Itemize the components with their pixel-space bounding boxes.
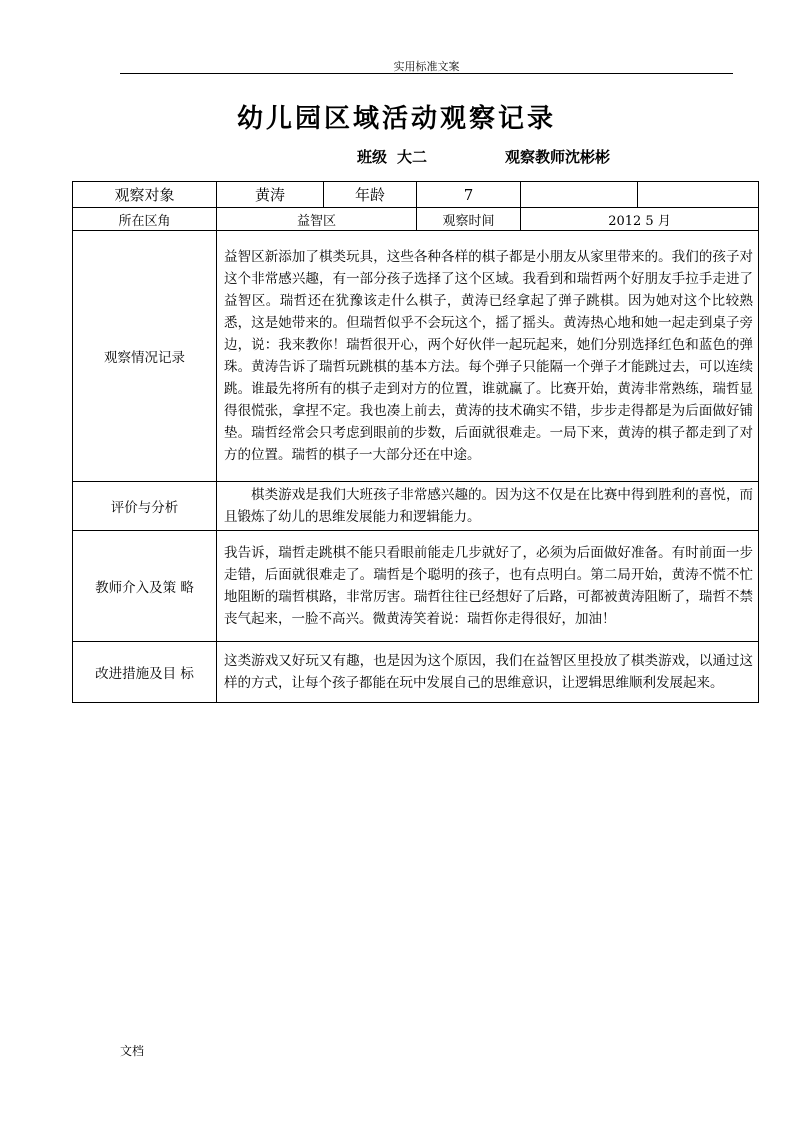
- page-header: 实用标准文案: [393, 60, 460, 73]
- improve-text: 这类游戏又好玩又有趣，也是因为这个原因，我们在益智区里投放了棋类游戏，以通过这样的方式，让每个孩子都能在玩中发展自己的思维意识，让逻辑思维顺利发展起来。: [217, 642, 759, 703]
- strategy-label: 教师介入及策 略: [73, 531, 217, 642]
- class-info: [357, 146, 427, 167]
- age-value: 7: [417, 182, 521, 208]
- table-row: [73, 182, 759, 208]
- time-label: 观察时间: [417, 208, 521, 231]
- class-label: 班级: [357, 148, 388, 166]
- object-label: 观察对象: [73, 182, 217, 208]
- record-text: 益智区新添加了棋类玩具，这些各种各样的棋子都是小朋友从家里带来的。我们的孩子对这个非常感兴趣，有一部分孩子选择了这个区域。我看到和瑞哲两个好朋友手拉手走进了益智区。瑞哲还在犹豫该走什么棋子，黄涛已经拿起了弹子跳棋。因为她对这个比较熟悉，这是她带来的。但瑞哲似乎不会玩这个，摇了摇头。黄涛热心地和她一起走到桌子旁边，说：我来教你！瑞哲很开心，两个好伙伴一起玩起来，她们分别选择红色和蓝色的弹珠。黄涛告诉了瑞哲玩跳棋的基本方法。每个弹子只能隔一个弹子才能跳过去，可以连续跳。谁最先将所有的棋子走到对方的位置，谁就赢了。比赛开始，黄涛非常熟练，瑞哲显得很慌张，拿捏不定。我也凑上前去，黄涛的技术确实不错，步步走得都是为后面做好铺垫。瑞哲经常会只考虑到眼前的步数，后面就很难走。一局下来，黄涛的棋子都走到了对方的位置。瑞哲的棋子一大部分还在中途。: [217, 231, 759, 482]
- table-row: [73, 231, 759, 482]
- class-value: 大二: [397, 148, 428, 166]
- record-label: 观察情况记录: [73, 231, 217, 482]
- table-row: [73, 642, 759, 703]
- object-value: 黄涛: [217, 182, 324, 208]
- document-title: 幼儿园区域活动观察记录: [236, 104, 556, 134]
- teacher-info: [505, 146, 610, 167]
- area-value: 益智区: [217, 208, 417, 231]
- table-row: [73, 208, 759, 231]
- empty-cell: [638, 182, 759, 208]
- table-row: [73, 482, 759, 531]
- eval-text: 棋类游戏是我们大班孩子非常感兴趣的。因为这不仅是在比赛中得到胜利的喜悦，而且锻炼了幼儿的思维发展能力和逻辑能力。: [217, 482, 759, 531]
- teacher-label: 观察教师: [505, 148, 566, 166]
- area-label: 所在区角: [73, 208, 217, 231]
- page-footer: 文档: [120, 1044, 145, 1058]
- time-value: 2012 5 月: [521, 208, 759, 231]
- observation-table: [72, 181, 759, 703]
- age-label: 年龄: [324, 182, 417, 208]
- header-rule: [120, 73, 733, 74]
- table-row: [73, 531, 759, 642]
- teacher-value: 沈彬彬: [565, 148, 611, 166]
- eval-label: 评价与分析: [73, 482, 217, 531]
- empty-cell: [521, 182, 638, 208]
- strategy-text: 我告诉，瑞哲走跳棋不能只看眼前能走几步就好了，必须为后面做好准备。有时前面一步走错，后面就很难走了。瑞哲是个聪明的孩子，也有点明白。第二局开始，黄涛不慌不忙地阻断的瑞哲棋路，非常厉害。瑞哲往往已经想好了后路，可都被黄涛阻断了，瑞哲不禁丧气起来，一脸不高兴。微黄涛笑着说：瑞哲你走得很好，加油！: [217, 531, 759, 642]
- improve-label: 改进措施及目 标: [73, 642, 217, 703]
